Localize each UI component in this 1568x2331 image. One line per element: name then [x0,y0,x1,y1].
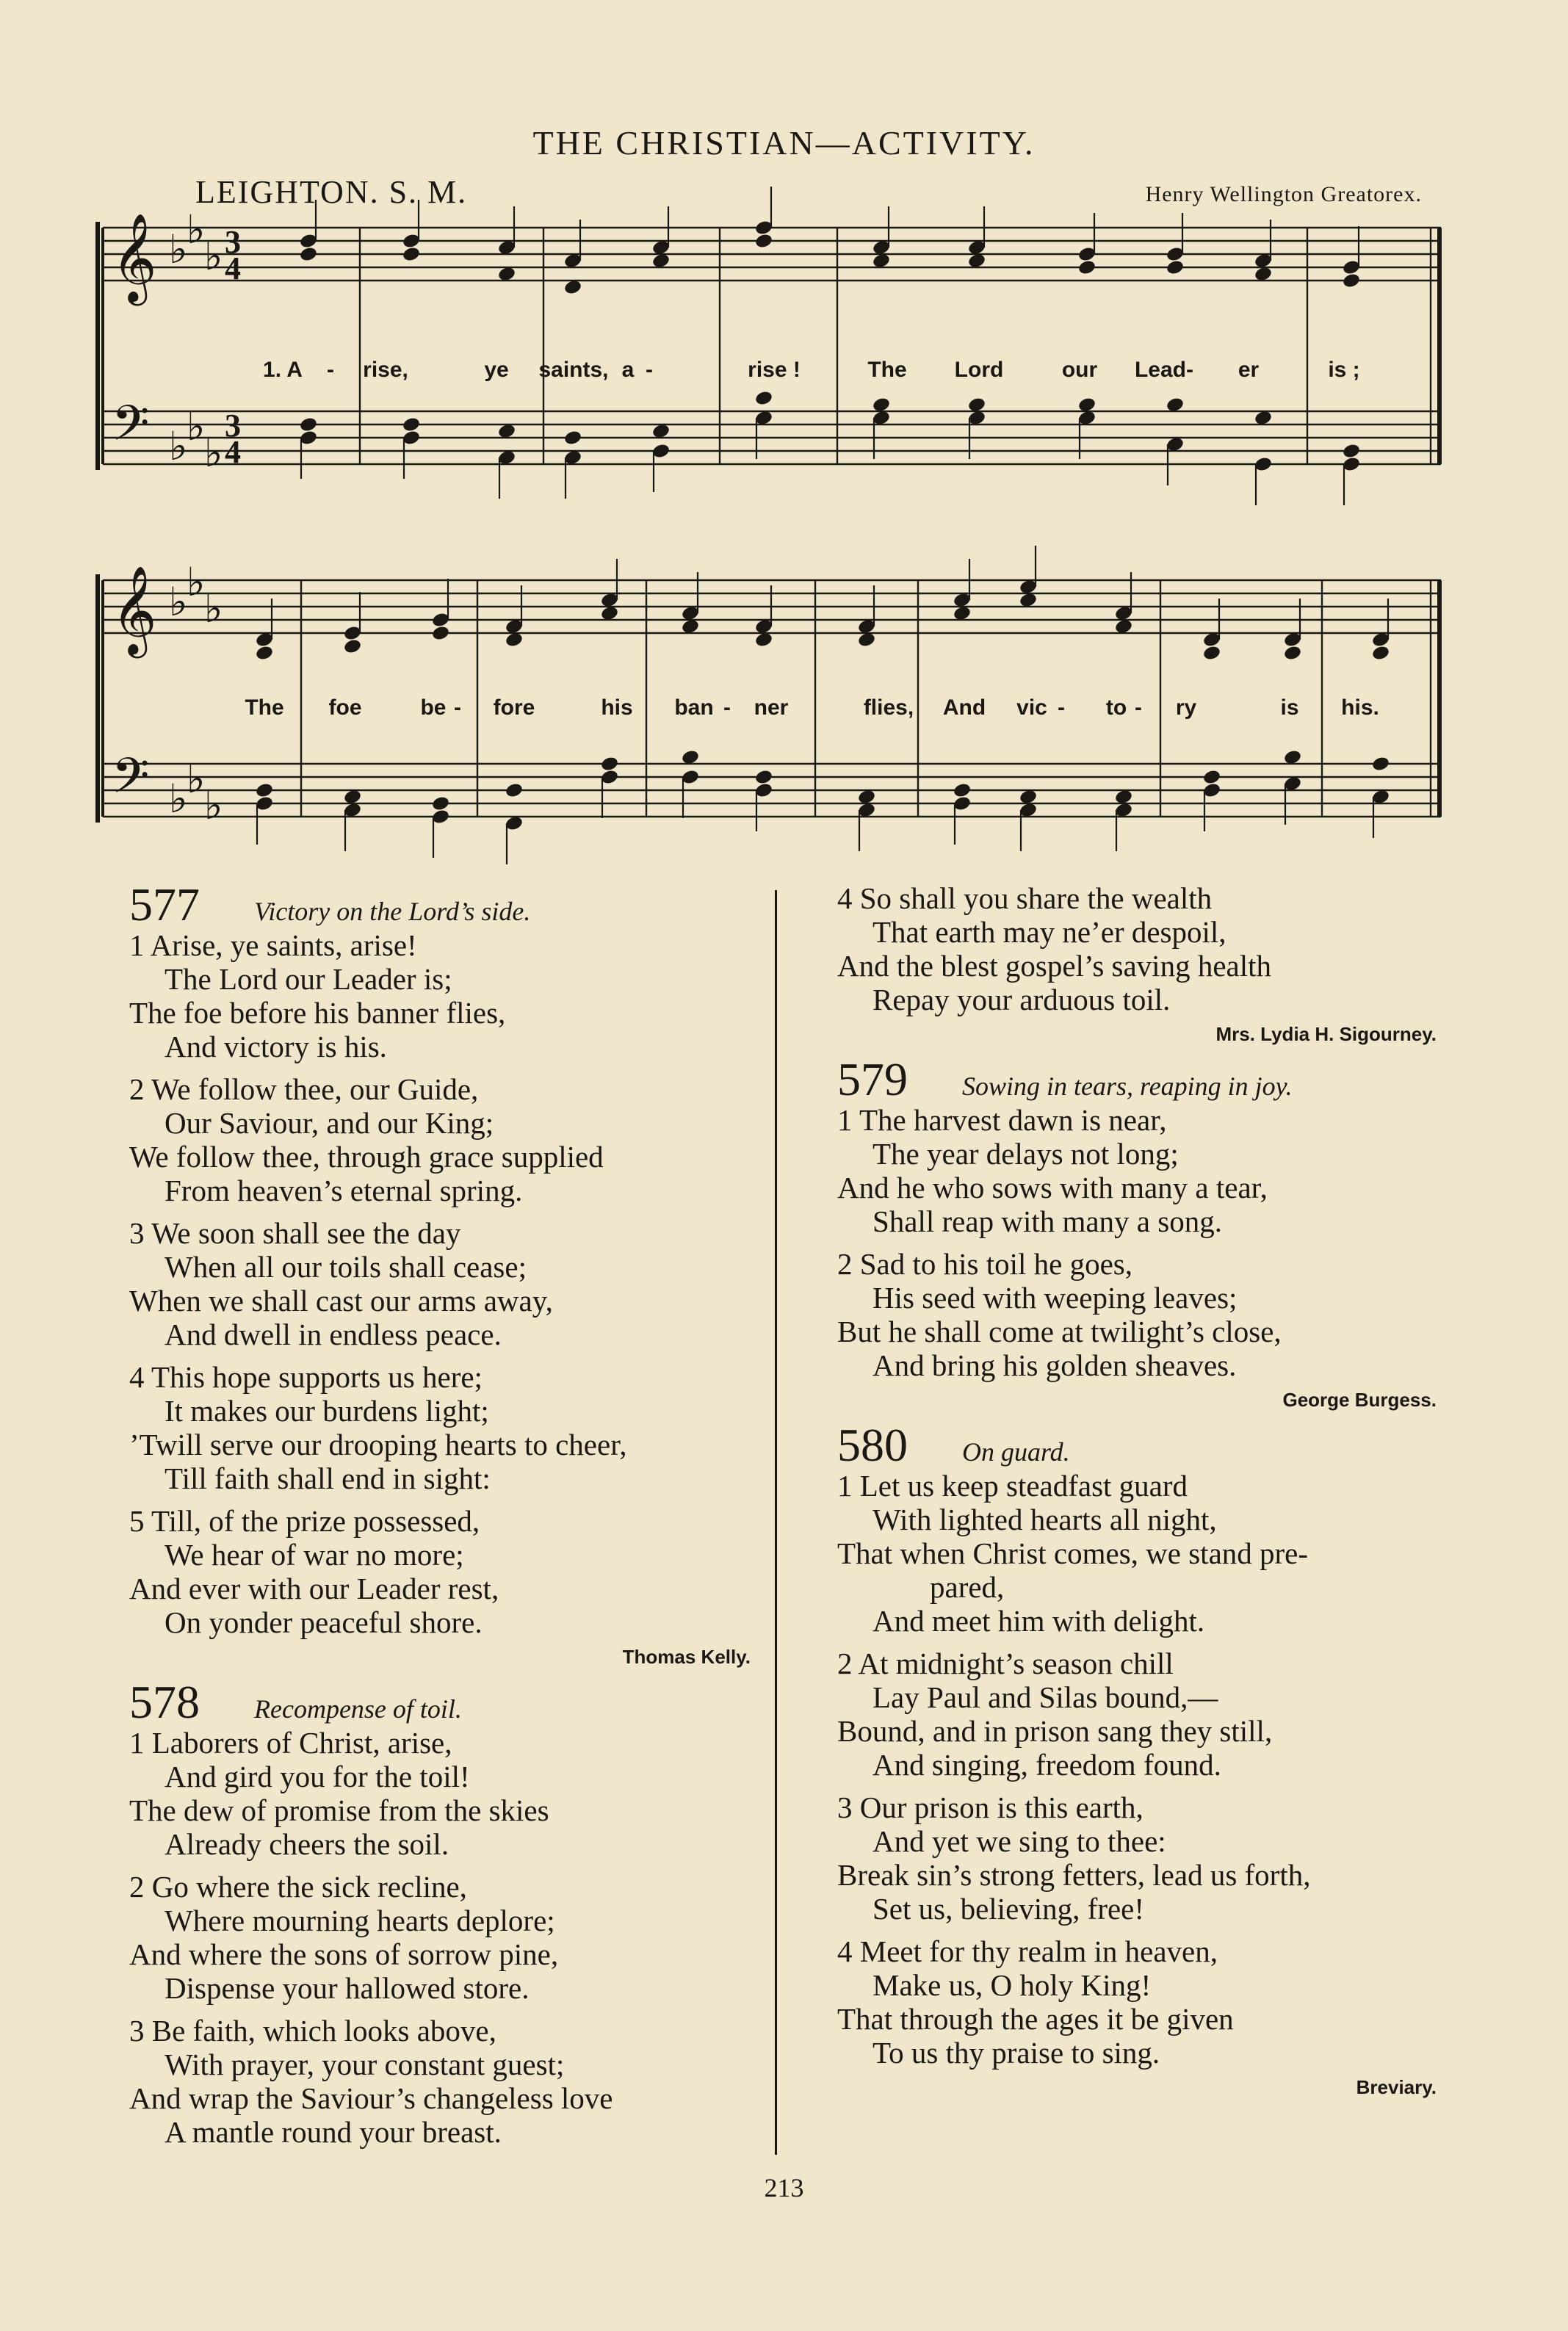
stanza [837,1790,1447,1926]
stanza [129,1360,761,1495]
verse-line: When all our toils shall cease; [165,1250,527,1284]
note-head [255,645,274,662]
note-head [1283,645,1302,662]
lyric-syllable: foe [328,695,362,720]
verse-line: Shall reap with many a song. [872,1204,1222,1238]
verse-line: That through the ages it be given [837,2002,1234,2036]
treble-clef-icon: 𝄞 [112,212,157,302]
verse-line: We follow thee, through grace supplied [129,1140,604,1174]
note-head [754,233,773,250]
verse-line: 2 Go where the sick recline, [129,1870,467,1904]
note-head [953,782,972,799]
hymn-heading [837,1053,1447,1105]
lyric-syllable: 1. A [263,358,303,382]
flat-icon: ♭ [204,782,223,828]
flat-icon: ♭ [187,559,206,605]
hymn [129,878,761,1669]
flat-icon: ♭ [187,403,206,449]
note-head [343,638,362,655]
verse-line: The year delays not long; [872,1137,1179,1171]
tune-name: LEIGHTON. S. M. [195,174,468,210]
note-head [402,416,421,433]
hymn-author: George Burgess. [1282,1389,1437,1411]
hymn [837,881,1447,1046]
time-signature-bottom: 4 [225,250,241,286]
verse-line: And bring his golden sheaves. [872,1348,1237,1382]
verse-line: 1 The harvest dawn is near, [837,1103,1167,1137]
stanza [837,1934,1447,2070]
verse-line: With lighted hearts all night, [872,1503,1217,1536]
stanza [129,1726,761,1861]
verse-line: Our Saviour, and our King; [165,1106,494,1140]
verse-line: And meet him with delight. [872,1604,1205,1638]
verse-line: When we shall cast our arms away, [129,1284,553,1318]
flat-icon: ♭ [169,776,188,822]
verse-line: 1 Let us keep steadfast guard [837,1469,1188,1503]
composer-credit: Henry Wellington Greatorex. [1145,182,1422,206]
stanza [129,928,761,1063]
note-head [754,769,773,786]
verse-line: And he who sows with many a tear, [837,1171,1268,1204]
verse-line: That when Christ comes, we stand pre- [837,1536,1309,1570]
note-head [299,246,318,263]
stanza [837,1647,1447,1782]
verse-line: 4 Meet for thy realm in heaven, [837,1934,1218,1968]
verse-line: A mantle round your breast. [165,2115,502,2149]
lyric-syllable: ner [754,695,789,720]
time-signature-bottom: 4 [225,434,241,470]
verse-line: And yet we sing to thee: [872,1824,1166,1858]
page-number: 213 [764,2173,804,2202]
stanza [837,881,1447,1016]
verse-line: Make us, O holy King! [872,1968,1152,2002]
lyric-syllable: Lord [954,358,1004,382]
verse-line: Till faith shall end in sight: [165,1461,491,1495]
stanza [129,1072,761,1207]
flat-icon: ♭ [204,430,223,476]
lyric-syllable: - [646,358,653,382]
stanza [837,1103,1447,1238]
verse-line: 2 Sad to his toil he goes, [837,1247,1133,1281]
verse-line: And wrap the Saviour’s changeless love [129,2081,613,2115]
flat-icon: ♭ [169,226,188,272]
note-head [1202,645,1221,662]
verse-line: Repay your arduous toil. [872,983,1171,1016]
lyric-syllable: - [1058,695,1065,720]
note-head [1371,645,1390,662]
note-head [255,782,274,799]
left-column [129,878,761,2159]
lyric-syllable: The [867,358,907,382]
lyric-syllable: his [601,695,633,720]
note-head [431,625,450,642]
lyric-syllable: fore [493,695,535,720]
note-head [505,782,524,799]
lyric-syllable: - [1135,695,1142,720]
lyric-syllable: flies, [863,695,914,720]
hymn-title: Sowing in tears, reaping in joy. [962,1071,1293,1101]
verse-line: And ever with our Leader rest, [129,1572,499,1605]
verse-line: The Lord our Leader is; [165,962,452,996]
verse-line: On yonder peaceful shore. [165,1605,483,1639]
verse-line: His seed with weeping leaves; [872,1281,1238,1315]
hymn-number: 577 [129,878,200,930]
treble-clef-icon: 𝄞 [112,565,157,654]
verse-line: 2 We follow thee, our Guide, [129,1072,479,1106]
hymn [837,1053,1447,1412]
lyric-syllable: vic [1016,695,1047,720]
lyric-syllable: to [1105,695,1127,720]
system-bracket [95,222,100,470]
verse-line: 3 We soon shall see the day [129,1216,461,1250]
verse-line: Where mourning hearts deplore; [165,1904,555,1937]
note-head [1342,443,1361,460]
verse-line: That earth may ne’er despoil, [872,915,1226,949]
verse-line: Set us, believing, free! [872,1892,1145,1926]
verse-line: And the blest gospel’s saving health [837,949,1271,983]
flat-icon: ♭ [204,585,223,632]
music-score [0,0,1568,881]
lyric-syllable: be [420,695,447,720]
verse-line: Bound, and in prison sang they still, [837,1714,1273,1748]
verse-line: ’Twill serve our drooping hearts to cheer, [129,1428,627,1461]
lyric-syllable: is [1280,695,1299,720]
verse-line: We hear of war no more; [165,1538,464,1572]
stanza [129,1870,761,2005]
lyric-syllable: rise ! [748,358,801,382]
verse-line: It makes our burdens light; [165,1394,489,1428]
hymn [837,1419,1447,2099]
verse-line: And singing, freedom found. [872,1748,1221,1782]
verse-line: 3 Be faith, which looks above, [129,2014,496,2048]
stanza [837,1469,1447,1638]
stanza [837,1247,1447,1382]
lyric-syllable: saints, [538,358,609,382]
lyric-syllable: ry [1175,695,1197,720]
hymn-author: Thomas Kelly. [622,1646,751,1668]
lyric-syllable: - [1186,358,1193,382]
time-signature-top: 3 [225,224,241,260]
verse-line: Already cheers the soil. [165,1827,449,1861]
verse-line: And dwell in endless peace. [165,1318,502,1351]
page-header: THE CHRISTIAN—ACTIVITY. [532,124,1036,162]
lyric-syllable: And [942,695,986,720]
verse-line: To us thy praise to sing. [872,2036,1160,2070]
note-head [563,430,582,447]
hymn-heading [129,1676,761,1728]
lyric-syllable: er [1238,358,1260,382]
stanza [129,1504,761,1639]
hymn-number: 579 [837,1053,908,1105]
bass-clef-icon: 𝄢 [112,748,150,816]
verse-line: 1 Arise, ye saints, arise! [129,928,417,962]
verse-line: 3 Our prison is this earth, [837,1790,1144,1824]
note-head [1202,769,1221,786]
lyric-syllable: - [454,695,461,720]
lyric-syllable: - [327,358,334,382]
lyric-syllable: ye [484,358,509,382]
hymn-heading [837,1419,1447,1471]
verse-line: 4 So shall you share the wealth [837,881,1213,915]
right-column [837,881,1447,2109]
verse-line: Lay Paul and Silas bound,— [872,1680,1218,1714]
verse-line: pared, [930,1570,1005,1604]
hymn-title: On guard. [962,1437,1070,1467]
hymn-title: Victory on the Lord’s side. [254,897,531,926]
lyric-syllable: our [1061,358,1098,382]
hymn-author: Mrs. Lydia H. Sigourney. [1215,1023,1437,1045]
note-head [402,246,421,263]
note-head [1342,272,1361,289]
stanza [129,1216,761,1351]
verse-line: The dew of promise from the skies [129,1793,549,1827]
verse-line: With prayer, your constant guest; [165,2048,565,2081]
verse-line: Dispense your hallowed store. [165,1971,530,2005]
verse-line: 5 Till, of the prize possessed, [129,1504,480,1538]
note-head [299,416,318,433]
hymn-heading [129,878,761,930]
lyric-syllable: ban [674,695,714,720]
verse-line: From heaven’s eternal spring. [165,1174,523,1207]
verse-line: Break sin’s strong fetters, lead us forth, [837,1858,1311,1892]
lyric-syllable: is ; [1328,358,1360,382]
verse-line: And gird you for the toil! [165,1760,470,1793]
verse-line: The foe before his banner flies, [129,996,506,1030]
flat-icon: ♭ [204,233,223,279]
flat-icon: ♭ [187,756,206,802]
hymn-number: 580 [837,1419,908,1471]
column-divider [775,890,777,2155]
flat-icon: ♭ [169,579,188,625]
note-head [431,795,450,812]
note-head [1077,259,1096,276]
lyric-syllable: rise, [363,358,408,382]
lyric-syllable: - [723,695,731,720]
stanza [129,2014,761,2149]
verse-line: But he shall come at twilight’s close, [837,1315,1282,1348]
note-head [1166,259,1185,276]
verse-line: And victory is his. [165,1030,387,1063]
lyric-syllable: Lead [1134,358,1187,382]
note-head [754,390,773,407]
system-bracket [95,574,100,823]
note-head [1371,756,1390,773]
flat-icon: ♭ [169,423,188,469]
lyric-syllable: his. [1341,695,1379,720]
hymn-number: 578 [129,1676,200,1728]
verse-line: 1 Laborers of Christ, arise, [129,1726,452,1760]
verse-line: And where the sons of sorrow pine, [129,1937,559,1971]
lyric-syllable: The [245,695,284,720]
lyric-syllable: a [621,358,635,382]
note-head [600,756,619,773]
flat-icon: ♭ [187,206,206,253]
bass-clef-icon: 𝄢 [112,395,150,463]
time-signature-top: 3 [225,408,241,444]
hymn [129,1676,761,2149]
hymn-author: Breviary. [1356,2076,1437,2098]
hymn-title: Recompense of toil. [254,1694,462,1724]
verse-line: 2 At midnight’s season chill [837,1647,1174,1680]
verse-line: 4 This hope supports us here; [129,1360,483,1394]
